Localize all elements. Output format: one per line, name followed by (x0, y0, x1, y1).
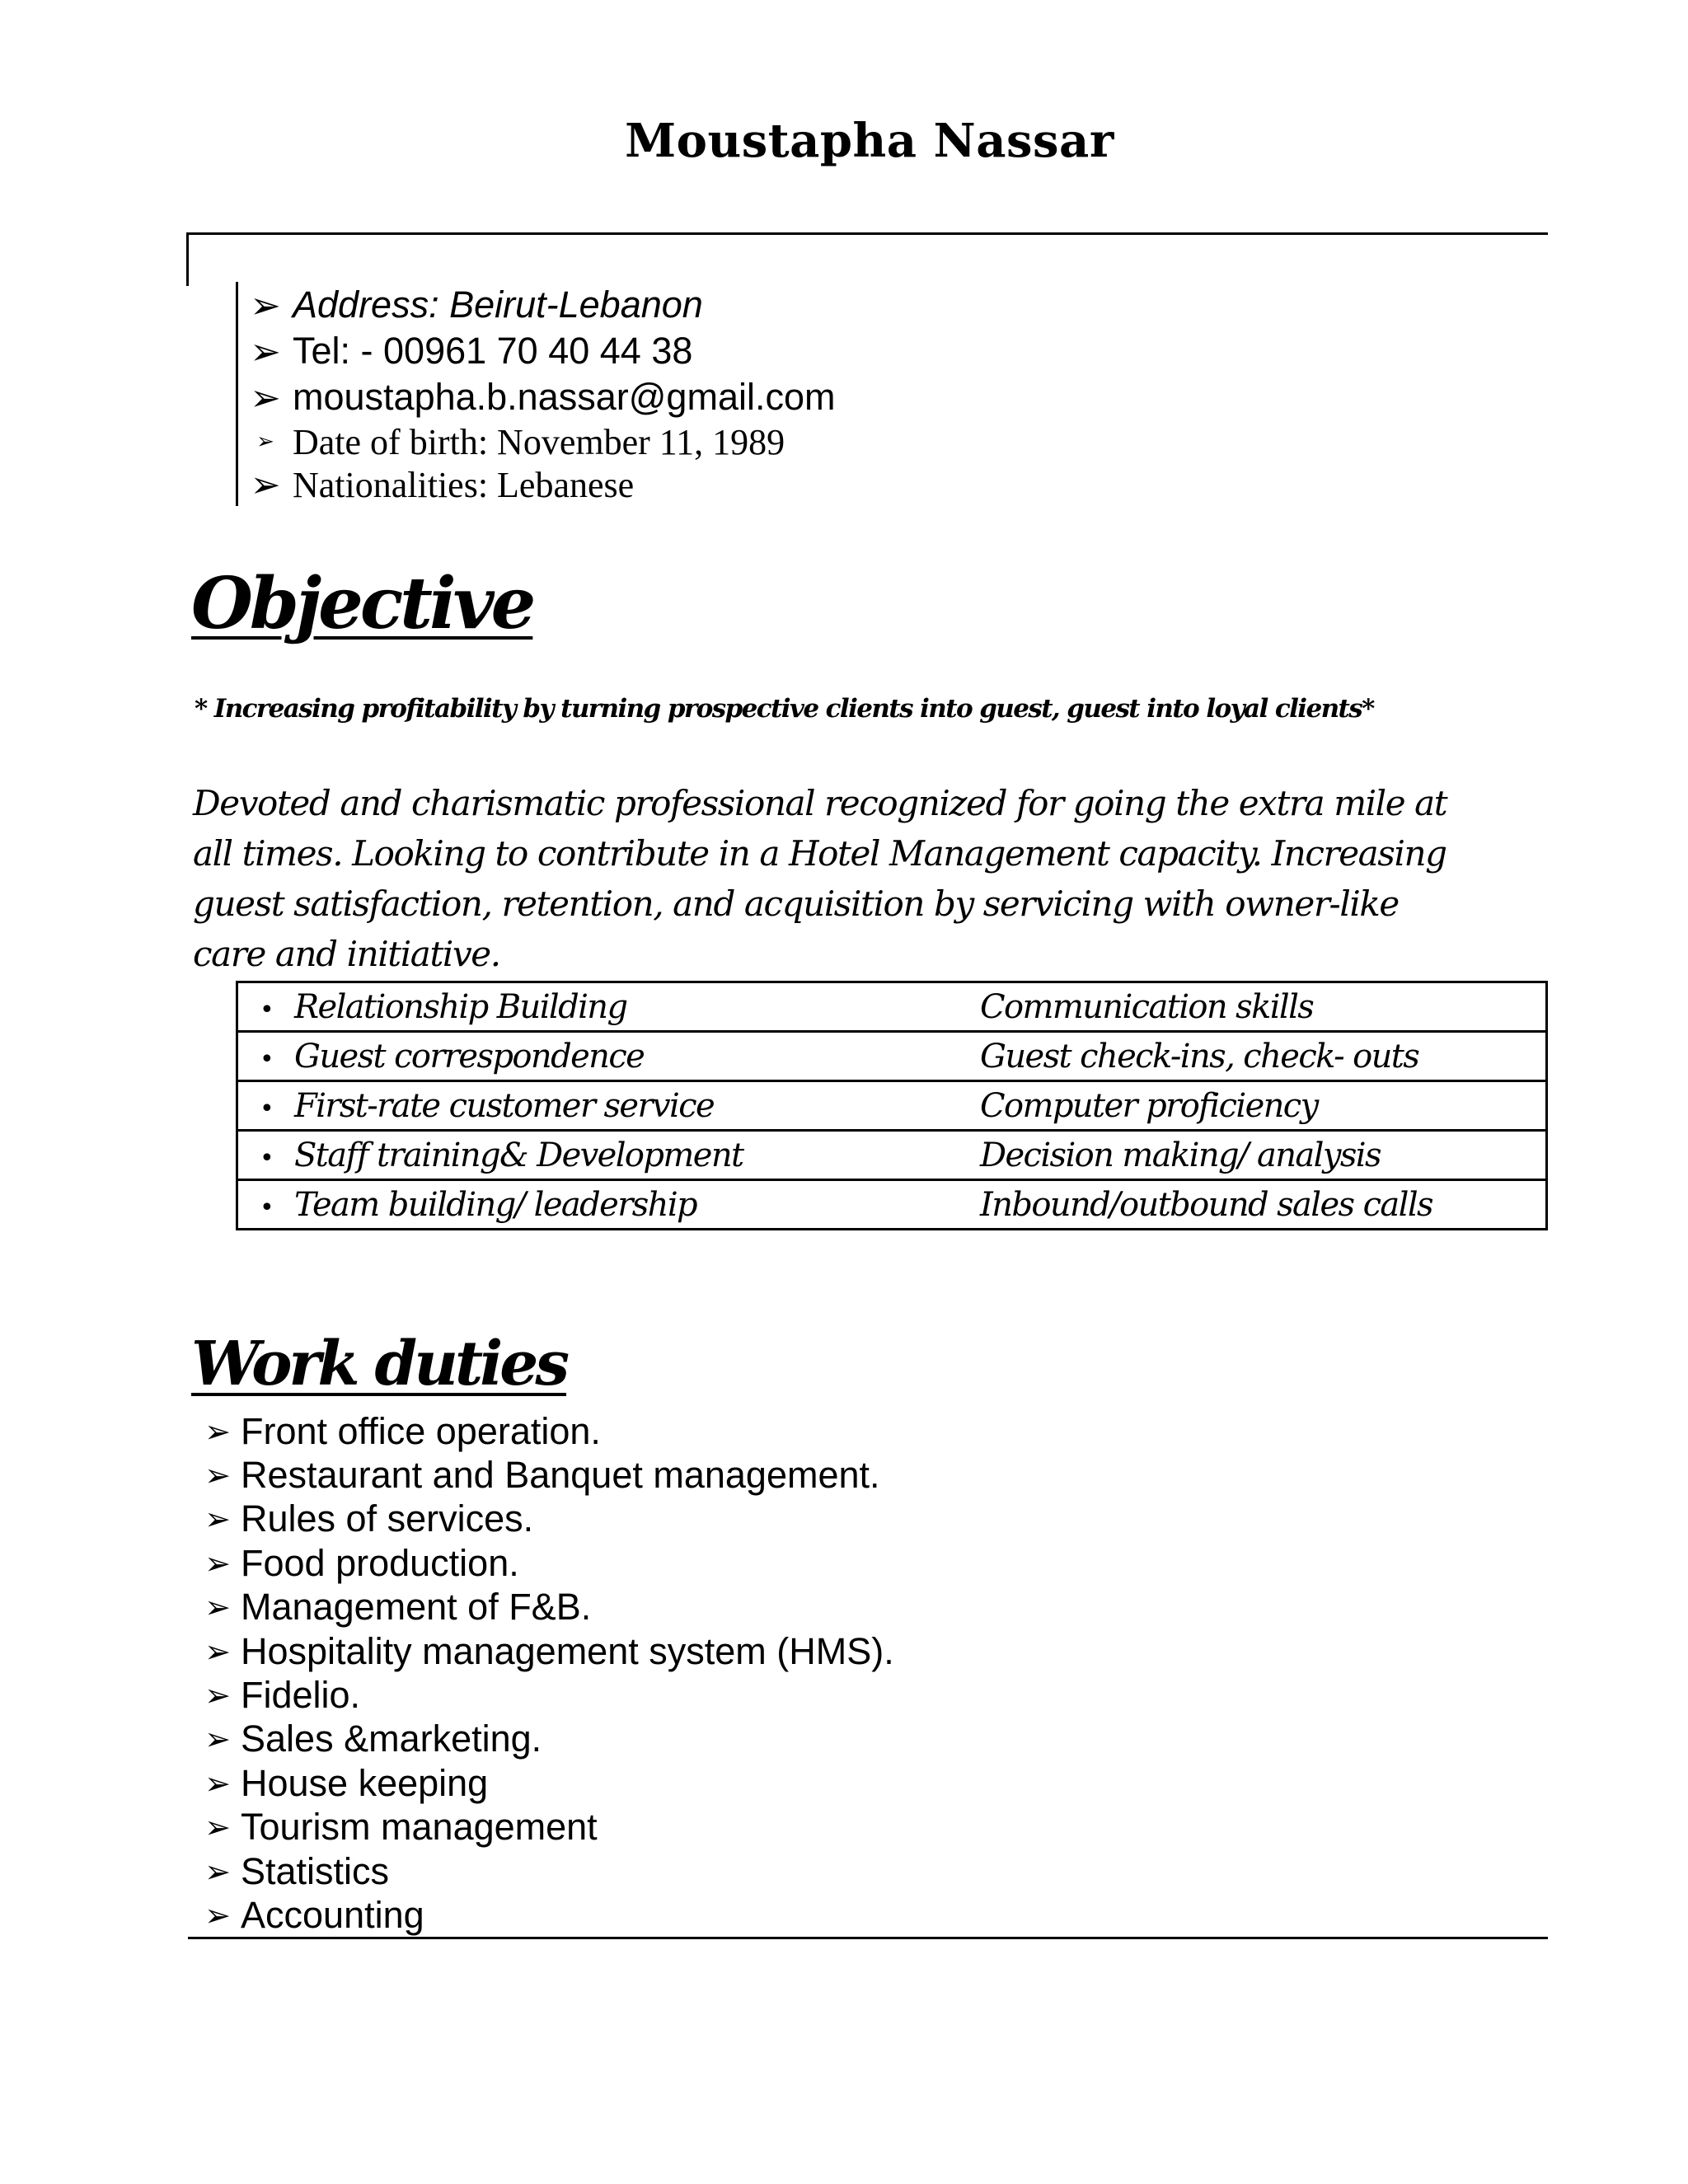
skills-row (237, 1032, 1547, 1081)
bottom-divider (188, 1937, 1548, 1939)
skill-text: Staff training& Development (294, 1136, 743, 1174)
skill-cell (980, 1081, 1547, 1131)
bullet-icon: • (259, 1143, 274, 1173)
duty-text: Front office operation. (241, 1409, 601, 1452)
objective-paragraph: Devoted and charismatic professional recognized for going the extra mile at all times. Looking to contribute in a Hotel Management capacity. Increasing guest satisfaction, retention, and acquisition by servicing with owner-like care and initiative. (193, 783, 1447, 974)
arrow-bullet-icon: ➢ (204, 1589, 231, 1626)
arrow-bullet-icon: ➢ (204, 1501, 231, 1538)
nationality-text: Nationalities: Lebanese (293, 464, 635, 505)
tel-text: Tel: - 00961 70 40 44 38 (293, 330, 693, 372)
skill-cell (237, 982, 981, 1032)
list-item (195, 1849, 894, 1893)
skill-cell (237, 1032, 981, 1081)
list-item (195, 1761, 894, 1805)
list-item (195, 1629, 894, 1673)
arrow-bullet-icon: ➢ (204, 1457, 231, 1494)
skills-row (237, 1131, 1547, 1180)
duty-text: Sales &marketing. (241, 1718, 542, 1760)
skills-row (237, 1081, 1547, 1131)
arrow-bullet-icon: ➢ (204, 1765, 231, 1802)
skill-cell (980, 1032, 1547, 1081)
bullet-icon: • (259, 1193, 274, 1222)
skill-text: First-rate customer service (294, 1086, 715, 1125)
contact-tel (238, 328, 692, 374)
bullet-icon: • (259, 1044, 274, 1074)
duty-text: Rules of services. (241, 1497, 534, 1540)
skill-text: Computer proficiency (980, 1086, 1318, 1125)
duty-text: Restaurant and Banquet management. (241, 1454, 880, 1497)
skill-text: Guest check-ins, check- outs (980, 1037, 1419, 1076)
list-item (195, 1893, 894, 1937)
arrow-bullet-icon: ➢ (250, 463, 281, 506)
skill-cell (980, 1131, 1547, 1180)
list-item (195, 1673, 894, 1717)
skill-text: Decision making/ analysis (980, 1136, 1381, 1174)
contact-address (238, 282, 703, 328)
bullet-icon: • (259, 995, 274, 1024)
address-text: Address: Beirut-Lebanon (293, 284, 703, 326)
list-item (195, 1497, 894, 1541)
list-item (195, 1541, 894, 1585)
duty-text: Statistics (241, 1849, 390, 1892)
arrow-bullet-icon: ➢ (204, 1413, 231, 1450)
list-item (195, 1718, 894, 1761)
skills-table (236, 981, 1548, 1230)
arrow-bullet-icon: ➢ (204, 1721, 231, 1758)
resume-name: Moustapha Nassar (625, 114, 1114, 168)
skill-cell (237, 1180, 981, 1230)
list-item (195, 1806, 894, 1849)
header-divider-tick (186, 232, 189, 286)
skill-text: Inbound/outbound sales calls (980, 1185, 1432, 1224)
list-item (195, 1453, 894, 1497)
arrow-bullet-icon: ➢ (250, 375, 281, 419)
duty-text: Accounting (241, 1893, 424, 1936)
skills-row (237, 1180, 1547, 1230)
skill-text: Guest correspondence (294, 1037, 645, 1076)
skill-text: Relationship Building (294, 987, 627, 1026)
skills-row (237, 982, 1547, 1032)
duty-text: Hospitality management system (HMS). (241, 1629, 894, 1672)
work-duties-heading: Work duties (191, 1329, 567, 1399)
duty-text: House keeping (241, 1761, 489, 1804)
dob-text: Date of birth: November 11, 1989 (293, 421, 785, 462)
arrow-bullet-icon: ➢ (204, 1896, 231, 1933)
email-text: moustapha.b.nassar@gmail.com (293, 376, 836, 418)
contact-nationality (238, 463, 634, 506)
arrow-bullet-icon: ➢ (250, 329, 281, 373)
skill-text: Communication skills (980, 987, 1314, 1026)
arrow-bullet-icon: ➢ (250, 283, 281, 327)
duty-text: Food production. (241, 1541, 519, 1584)
duty-text: Tourism management (241, 1806, 598, 1849)
header-divider (186, 232, 1548, 235)
skill-cell (980, 982, 1547, 1032)
list-item (195, 1409, 894, 1453)
objective-heading: Objective (191, 562, 533, 645)
duty-text: Management of F&B. (241, 1586, 592, 1629)
skill-cell (237, 1081, 981, 1131)
skill-text: Team building/ leadership (294, 1185, 697, 1224)
contact-email (238, 374, 835, 420)
arrow-bullet-icon: ➢ (204, 1544, 231, 1582)
objective-tagline: * Increasing profitability by turning prospective clients into guest, guest into loyal clients* (195, 694, 1374, 724)
arrow-bullet-icon: ➢ (204, 1677, 231, 1714)
contact-block (236, 282, 980, 506)
arrow-bullet-icon: ➢ (204, 1853, 231, 1890)
skill-cell (237, 1131, 981, 1180)
bullet-icon: • (259, 1094, 274, 1123)
arrow-bullet-icon: ➢ (204, 1809, 231, 1846)
duty-text: Fidelio. (241, 1674, 361, 1717)
list-item (195, 1586, 894, 1629)
work-duties-list (195, 1409, 894, 1938)
skill-cell (980, 1180, 1547, 1230)
arrow-bullet-icon: ➢ (256, 429, 274, 454)
contact-dob (238, 420, 785, 463)
arrow-bullet-icon: ➢ (204, 1633, 231, 1670)
